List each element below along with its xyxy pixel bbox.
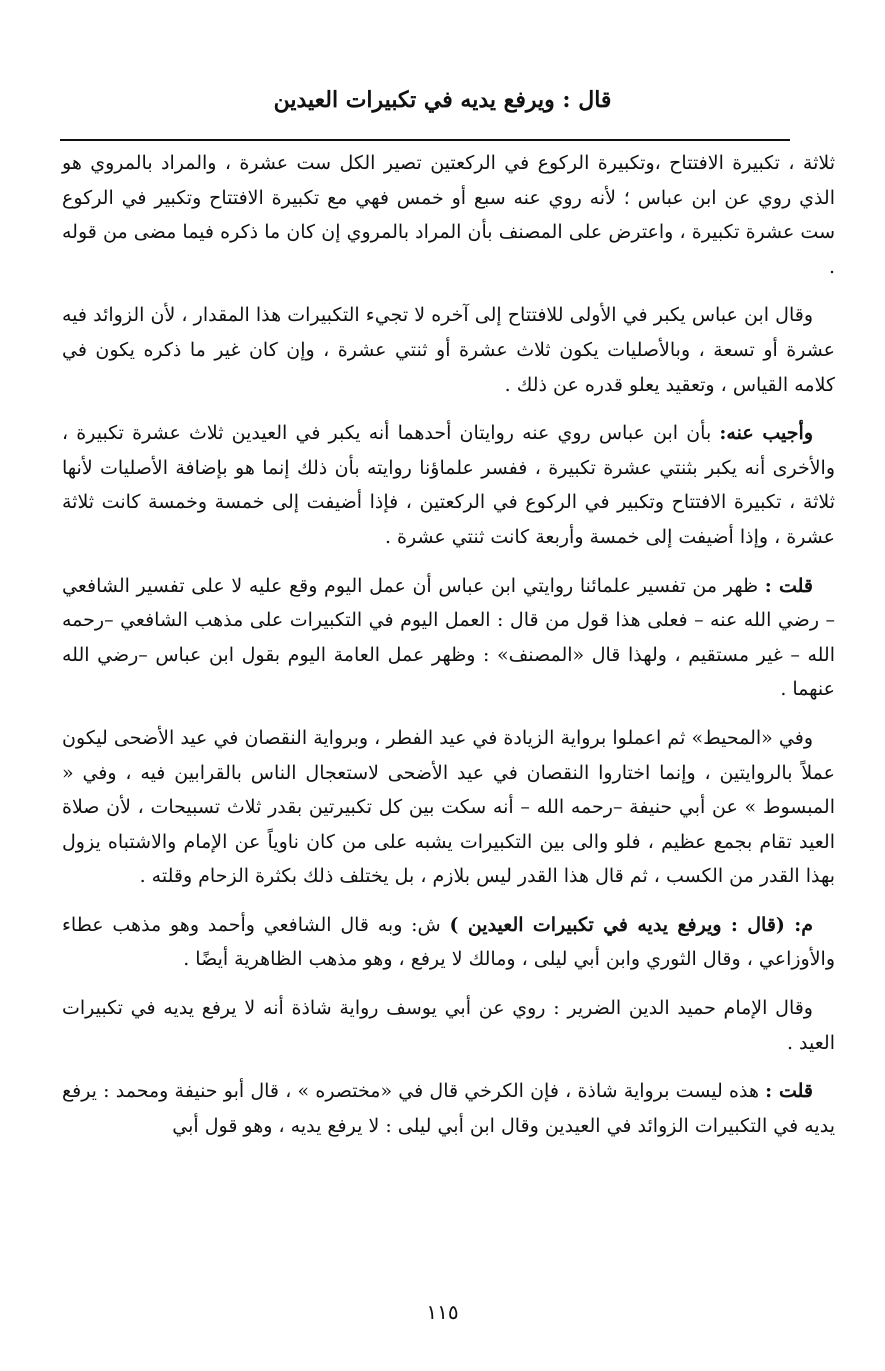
paragraph-text: ظهر من تفسير علمائنا روايتي ابن عباس أن عمل اليوم وقع عليه لا على تفسير الشافعي – رضي الله عنه – فعلى هذا قول من قال : العمل اليوم في التكبيرات على مذهب الشافعي –رحمه الله – غير مستقيم ، ولهذا قال «المصنف» : وظهر عمل العامة اليوم بقول ابن عباس –رضي الله عنهما . — [62, 574, 835, 701]
paragraph-1 — [62, 146, 835, 284]
paragraph-text: وقال ابن عباس يكبر في الأولى للافتتاح إلى آخره لا تجيء التكبيرات هذا المقدار ، لأن الزوائد فيه عشرة أو تسعة ، وبالأصليات يكون ثلاث عشرة أو ثنتي عشرة ، وإن كان غير ما ذكره يكون في كلامه القياس ، وتعقيد يعلو قدره عن ذلك . — [62, 304, 835, 396]
paragraph-2 — [62, 298, 835, 402]
paragraph-text: هذه ليست برواية شاذة ، فإن الكرخي قال في «مختصره » ، قال أبو حنيفة ومحمد : يرفع يديه في التكبيرات الزوائد في العيدين وقال ابن أبي ليلى : لا يرفع يديه ، وهو قول أبي — [62, 1080, 835, 1137]
paragraph-lead: قلت : — [765, 1080, 813, 1103]
paragraph-text: وقال الإمام حميد الدين الضرير : روي عن أبي يوسف رواية شاذة أنه لا يرفع يديه في تكبيرات العيد . — [62, 997, 835, 1054]
paragraph-7 — [62, 991, 835, 1060]
paragraph-lead: م: (قال : ويرفع يديه في تكبيرات العيدين ) — [449, 913, 813, 936]
paragraph-3 — [62, 416, 835, 554]
paragraph-5 — [62, 721, 835, 894]
paragraph-text: وفي «المحيط» ثم اعملوا برواية الزيادة في عيد الفطر ، وبرواية النقصان في عيد الأضحى ليكون عملاً بالروايتين ، وإنما اختاروا النقصان في عيد الأضحى لاستعجال الناس بالقرابين فيه ، وفي « المبسوط » عن أبي حنيفة –رحمه الله – أنه سكت بين كل تكبيرتين بقدر ثلاث تسبيحات ، لأن صلاة العيد تقام بجمع عظيم ، فلو والى بين التكبيرات يشبه على من كان ناوياً عن الإمام والاشتباه يزول بهذا القدر من الكسب ، ثم قال هذا القدر ليس بلازم ، بل يختلف ذلك بكثرة الزحام وقلته . — [62, 726, 835, 888]
page-number: ١١٥ — [426, 1300, 459, 1324]
paragraph-text: ثلاثة ، تكبيرة الافتتاح ،وتكبيرة الركوع في الركعتين تصير الكل ست عشرة ، والمراد بالمروي هو الذي روي عن ابن عباس ؛ لأنه روي عنه سبع أو خمس فهي مع تكبيرة الافتتاح وتكبير في الركوع ست عشرة تكبيرة ، واعترض على المصنف بأن المراد بالمروي إن كان ما ذكره فيما مضى من قوله . — [62, 152, 835, 278]
paragraph-8 — [62, 1074, 835, 1143]
header-rule — [60, 139, 790, 141]
paragraph-6 — [62, 908, 835, 977]
page-header: قال : ويرفع يديه في تكبيرات العيدين — [273, 87, 612, 113]
paragraph-lead: قلت : — [764, 574, 813, 597]
paragraph-4 — [62, 569, 835, 707]
page-body — [62, 146, 835, 1157]
paragraph-text: بأن ابن عباس روي عنه روايتان أحدهما أنه يكبر في العيدين ثلاث عشرة تكبيرة ، والأخرى أنه يكبر بثنتي عشرة تكبيرة ، ففسر علماؤنا روايته بأن ذلك إنما هو بإضافة الأصليات لأنها ثلاثة ، تكبيرة الافتتاح وتكبير في الركوع في الركعتين ، فإذا أضيفت إلى خمسة وخمسة كانت ثلاثة عشرة ، وإذا أضيفت إلى خمسة وأربعة كانت ثنتي عشرة . — [62, 422, 835, 548]
paragraph-text: ش: وبه قال الشافعي وأحمد وهو مذهب عطاء والأوزاعي ، وقال الثوري وابن أبي ليلى ، ومالك لا يرفع ، وهو مذهب الظاهرية أيضًا . — [62, 913, 835, 971]
paragraph-lead: وأجيب عنه: — [719, 422, 813, 445]
